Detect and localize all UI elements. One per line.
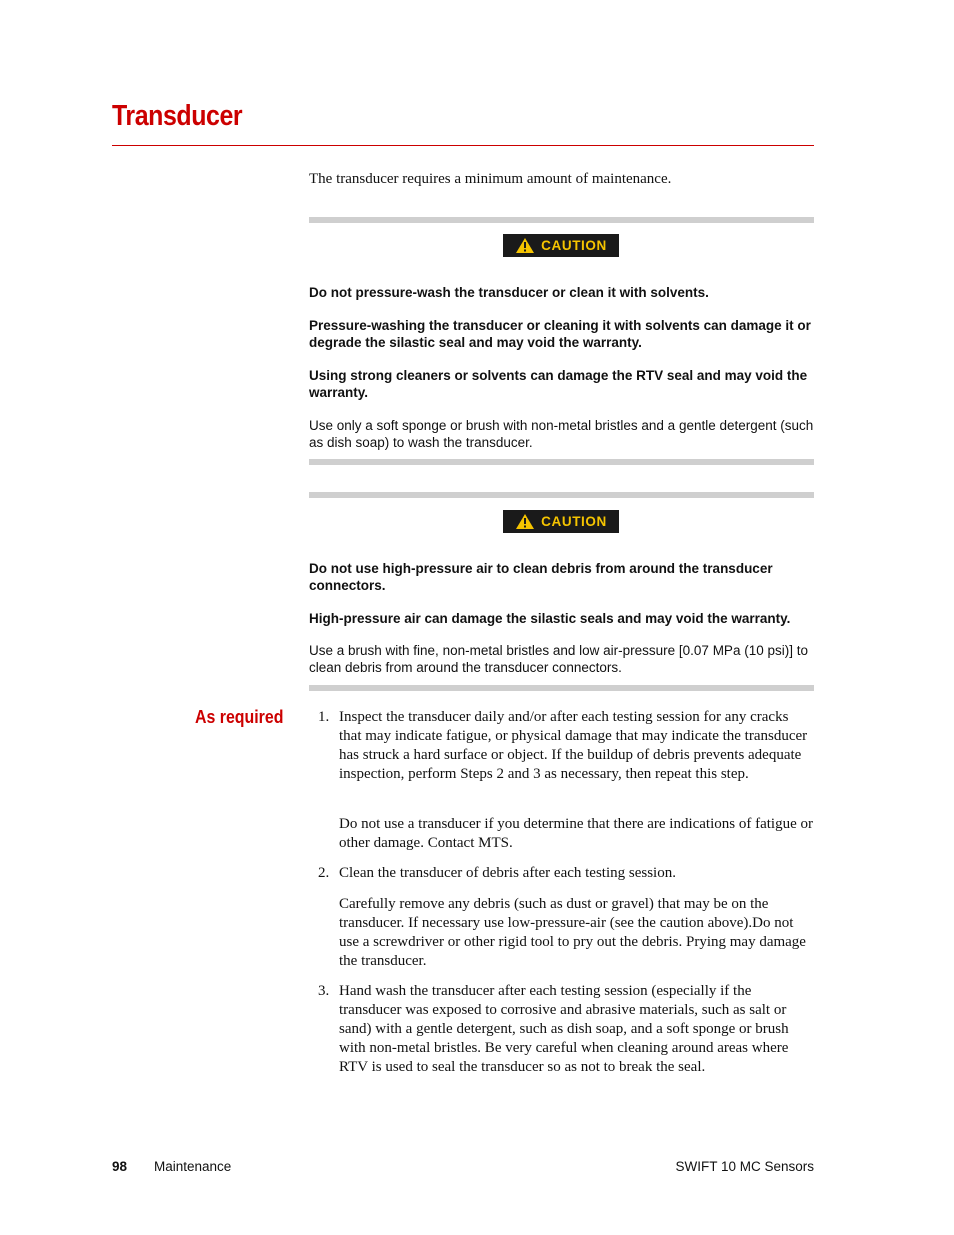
page-title: Transducer [112,100,243,132]
footer-product-name: SWIFT 10 MC Sensors [675,1159,814,1174]
caution-label: CAUTION [541,514,607,529]
step-number: 2. [318,865,330,881]
list-item-step-1 [309,708,814,784]
section-heading-as-required: As required [195,706,284,727]
caution-badge [503,234,619,257]
intro-paragraph: The transducer requires a minimum amount of maintenance. [309,171,672,187]
step-text: Hand wash the transducer after each testing session (especially if the transducer was exposed to corrosive and abrasive materials, such as salt or sand) with a gentle detergent, such as dish soap, and a soft sponge or brush with non-metal bristles. Be very careful when cleaning around areas where RTV is used to seal the transducer so as not to break the seal. [339,983,789,1075]
step-note: Carefully remove any debris (such as dust or gravel) that may be on the transducer. If necessary use low-pressure-air (see the caution above).Do not use a screwdriver or other rigid tool to pry out the debris. Prying may damage the transducer. [339,896,806,969]
caution-block-high-pressure-air [309,492,814,691]
warning-triangle-icon [515,237,535,254]
step-text: Clean the transducer of debris after each testing session. [339,865,676,881]
caution-paragraph: Use only a soft sponge or brush with non-metal bristles and a gentle detergent (such as dish soap) to wash the transducer. [309,418,814,450]
caution-paragraph: Do not pressure-wash the transducer or clean it with solvents. [309,285,709,300]
caution-paragraph: Do not use high-pressure air to clean debris from around the transducer connectors. [309,561,773,593]
caution-paragraph: High-pressure air can damage the silastic seals and may void the warranty. [309,611,791,626]
step-note: Do not use a transducer if you determine that there are indications of fatigue or other damage. Contact MTS. [339,816,813,851]
step-text: Inspect the transducer daily and/or after each testing session for any cracks that may indicate fatigue, or physical damage that may indicate the transducer has struck a hard surface or object. If the buildup of debris prevents adequate inspection, perform Steps 2 and 3 as necessary, then repeat this step. [339,709,808,782]
list-item-step-2 [309,864,814,883]
title-divider [112,145,814,146]
caution-bottom-bar [309,685,814,691]
caution-bottom-bar [309,459,814,465]
step-number: 3. [318,983,330,999]
caution-top-bar [309,217,814,223]
list-item-step-3 [309,982,814,1077]
caution-block-pressure-wash [309,217,814,465]
caution-badge [503,510,619,533]
step-number: 1. [318,709,330,725]
footer-section: Maintenance [154,1159,232,1174]
caution-top-bar [309,492,814,498]
caution-paragraph: Use a brush with fine, non-metal bristles and low air-pressure [0.07 MPa (10 psi)] to clean debris from around the transducer connectors. [309,643,808,675]
warning-triangle-icon [515,513,535,530]
caution-paragraph: Using strong cleaners or solvents can damage the RTV seal and may void the warranty. [309,368,808,400]
footer-page-number: 98 [112,1159,128,1174]
caution-paragraph: Pressure-washing the transducer or cleaning it with solvents can damage it or degrade the silastic seal and may void the warranty. [309,318,811,350]
caution-label: CAUTION [541,238,607,253]
